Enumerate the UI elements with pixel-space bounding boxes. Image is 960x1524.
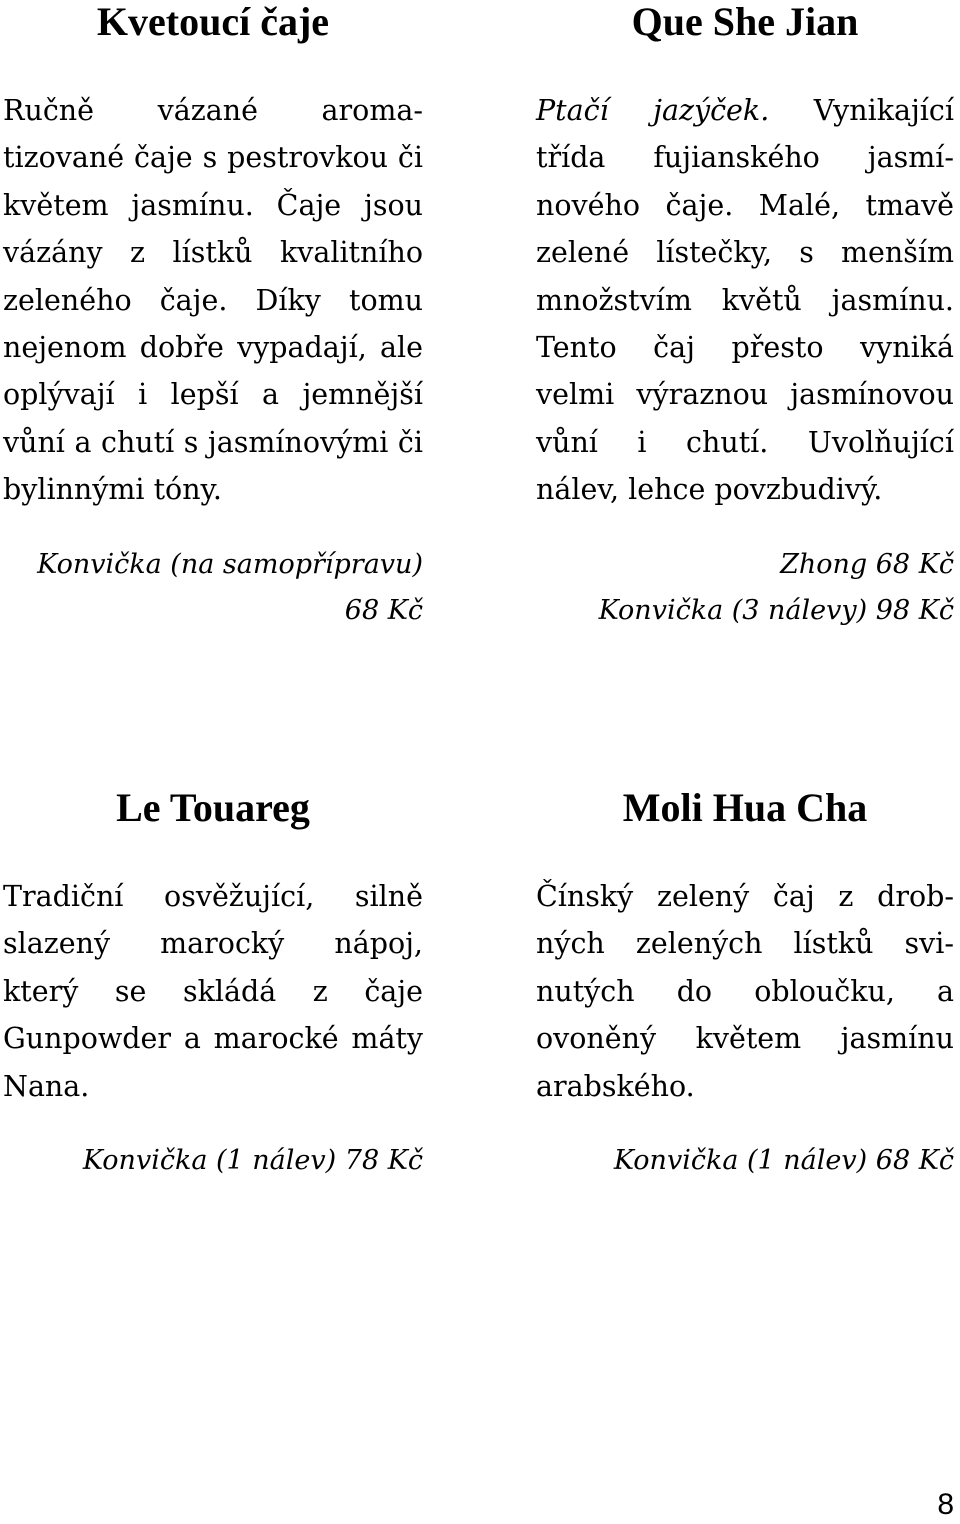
tea-title: Le Touareg	[116, 785, 310, 830]
tea-description-block	[3, 873, 423, 1110]
price-line: Konvička (3 nálevy) 98 Kč	[598, 594, 954, 626]
tea-title: Kvetoucí čaje	[96, 0, 330, 44]
tea-title: Moli Hua Cha	[622, 785, 868, 830]
tea-item-kvetouci-caje	[3, 0, 423, 634]
tea-description-block	[3, 87, 423, 514]
tea-item-que-she-jian	[536, 0, 954, 634]
price-list	[536, 1138, 954, 1184]
price-line: Konvička (1 nálev) 68 Kč	[613, 1145, 954, 1177]
tea-title: Que She Jian	[631, 0, 859, 44]
tea-description: Tradiční osvěžující, silně slazený marocký nápoj, který se skládá z čaje Gunpowder a marocké máty Nana.	[3, 880, 423, 1103]
price-line: Konvička (na samopřípravu)	[37, 548, 423, 580]
tea-lead: Ptačí jazýček.	[536, 94, 770, 127]
price-line: Zhong 68 Kč	[780, 548, 954, 580]
tea-item-le-touareg	[3, 786, 423, 1184]
price-line: 68 Kč	[344, 594, 423, 626]
price-list	[3, 542, 423, 634]
tea-description: Vynikající třída fujianského jasmínového čaje. Malé, tmavě zelené lístečky, s menším množstvím květů jasmínu. Tento čaj přesto vyniká velmi výraznou jasmínovou vůní i chutí. Uvolňující nálev, lehce povzbudivý.	[536, 94, 954, 507]
tea-description-block	[536, 87, 954, 514]
tea-item-moli-hua-cha	[536, 786, 954, 1184]
price-line: Konvička (1 nálev) 78 Kč	[82, 1145, 423, 1177]
tea-description: Ručně vázané aromatizované čaje s pestrovkou či květem jasmínu. Čaje jsou vázány z lístků kvalitního zeleného čaje. Díky tomu nejenom dobře vypadají, ale oplývají i lepší a jemnější vůní a chutí s jasmínovými či bylinnými tóny.	[3, 94, 423, 507]
price-list	[3, 1138, 423, 1184]
page-number: 8	[937, 1488, 954, 1521]
price-list	[536, 542, 954, 634]
tea-description-block	[536, 873, 954, 1110]
tea-description: Čínský zelený čaj z drobných zelených lístků svinutých do obloučku, a ovoněný květem jasmínu arabského.	[536, 880, 954, 1103]
